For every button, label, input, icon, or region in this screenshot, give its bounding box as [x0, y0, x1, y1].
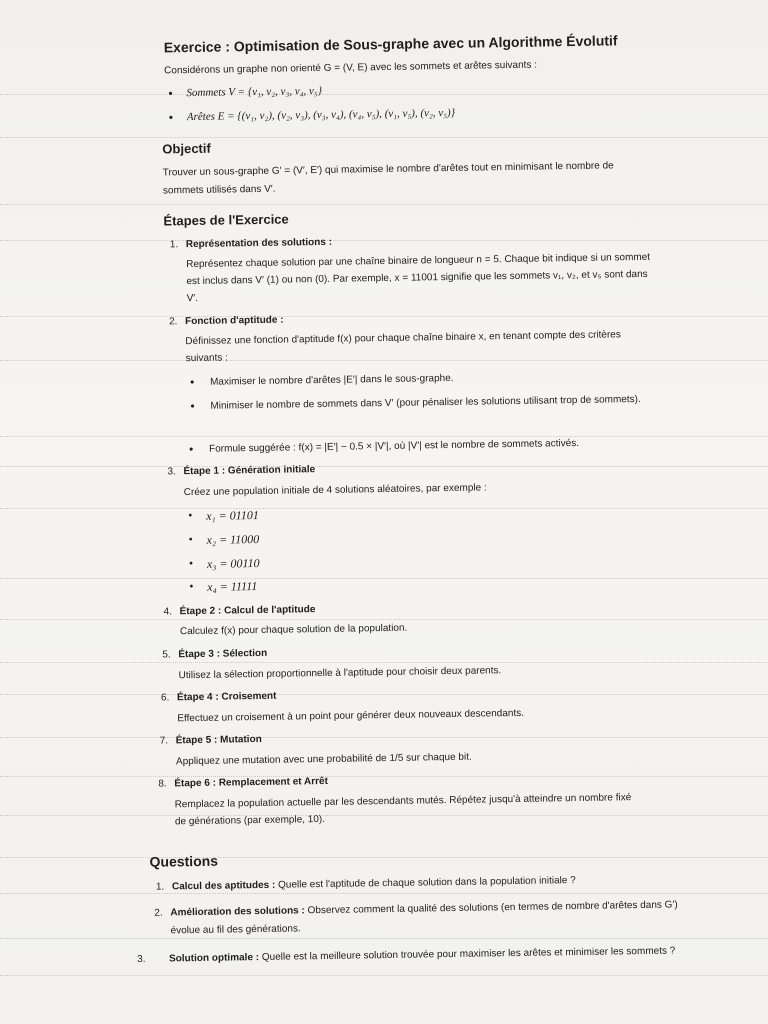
step-7-number: 7. — [159, 735, 169, 747]
objective-text: Trouver un sous-graphe G′ = (V′, E′) qui maximise le nombre d'arêtes tout en minimisant le nombre de sommets utilisés dans V′. — [162, 160, 614, 197]
question-3 — [137, 942, 679, 968]
step-3-number: 3. — [167, 466, 176, 478]
intro-text: Considérons un graphe non orienté G = (V, E) avec les sommets et arêtes suivants : — [164, 59, 538, 77]
question-2 — [154, 896, 681, 940]
step-1-number: 1. — [169, 239, 179, 251]
step-4-title-text: Étape 2 : Calcul de l'aptitude — [179, 604, 316, 618]
step-3-text: Créez une population initiale de 4 solutions aléatoires, par exemple : — [183, 482, 487, 499]
question-2-text: Observez comment la qualité des solutions (en termes de nombre d'arêtes dans G′) évolue au fil des générations. — [170, 899, 678, 937]
page-title: Exercice : Optimisation de Sous-graphe avec un Algorithme Évolutif — [163, 32, 618, 56]
step-8-title — [158, 776, 328, 790]
step-2-title — [169, 315, 284, 328]
step-5-title — [162, 648, 267, 661]
step-5-text: Utilisez la sélection proportionnelle à l'aptitude pour choisir deux parents. — [178, 665, 502, 682]
step-5-title-text: Étape 3 : Sélection — [178, 647, 268, 661]
population-x1: • x₁ = 01101 — [188, 508, 259, 524]
question-2-title: Amélioration des solutions : — [170, 905, 305, 919]
step-3-title — [167, 464, 315, 477]
steps-heading: Étapes de l'Exercice — [163, 211, 289, 229]
question-1-number: 1. — [155, 881, 165, 893]
question-3-number: 3. — [137, 953, 146, 965]
question-1-text: Quelle est l'aptitude de chaque solution dans la population initiale ? — [275, 875, 576, 891]
step-7-text: Appliquez une mutation avec une probabilité de 1/5 sur chaque bit. — [175, 751, 472, 768]
vertices-text: Sommets V = {v₁, v₂, v₃, v₄, v₅} — [186, 84, 323, 100]
question-2-number: 2. — [154, 907, 163, 919]
questions-heading: Questions — [149, 852, 219, 870]
population-x3: • x₃ = 00110 — [189, 556, 260, 572]
population-x2: • x₂ = 11000 — [188, 532, 259, 548]
step-2-bullet-2: • Minimiser le nombre de sommets dans V′ (pour pénaliser les solutions utilisant trop de sommets). — [190, 391, 650, 415]
population-x4: • x₄ = 11111 — [189, 579, 257, 595]
step-2-bullet-3: • Formule suggérée : f(x) = |E′| − 0.5 × |V′|, où |V′| est le nombre de sommets activés. — [189, 434, 669, 459]
step-8-title-text: Étape 6 : Remplacement et Arrêt — [174, 775, 328, 790]
question-1-title: Calcul des aptitudes : — [171, 879, 276, 893]
question-3-text: Quelle est la meilleure solution trouvée pour maximiser les arêtes et minimiser les sommets ? — [258, 945, 676, 964]
step-7-title-text: Étape 5 : Mutation — [175, 733, 262, 747]
step-4-number: 4. — [163, 606, 173, 618]
edges-text: Arêtes E = {(v₁, v₂), (v₂, v₃), (v₃, v₄), (v₄, v₅), (v₁, v₅), (v₂, v₅)} — [186, 106, 456, 124]
step-6-number: 6. — [160, 692, 170, 704]
step-1-text: Représentez chaque solution par une chaîne binaire de longueur n = 5. Chaque bit indique si un sommet est inclus dans V′ (1) ou non (0). Par exemple, x = 11001 signifie que les sommets v₁, v₂, et v₅ sont dans V′. — [186, 251, 651, 305]
step-8-text: Remplacez la population actuelle par les descendants mutés. Répétez jusqu'à atteindre un nombre fixé de générations (par exemple, 10). — [174, 792, 632, 828]
step-4-title — [164, 604, 316, 617]
step-4-text: Calculez f(x) pour chaque solution de la population. — [179, 622, 408, 638]
step-8-number: 8. — [158, 778, 167, 790]
step-2-title-text: Fonction d'aptitude : — [184, 314, 284, 328]
graph-definition-list — [168, 83, 455, 135]
step-6-title — [161, 691, 277, 704]
question-3-title: Solution optimale : — [168, 952, 260, 965]
step-1-title — [170, 237, 332, 251]
step-6-text: Effectuez un croisement à un point pour générer deux nouveaux descendants. — [177, 707, 525, 725]
step-1-title-text: Représentation des solutions : — [185, 236, 333, 251]
objective-heading: Objectif — [162, 140, 211, 157]
step-2-text: Définissez une fonction d'aptitude f(x) pour chaque chaîne binaire x, en tenant compte des critères suivants : — [185, 329, 621, 365]
step-5-number: 5. — [162, 649, 171, 661]
edges-item — [169, 107, 456, 135]
step-2-number: 2. — [168, 316, 178, 328]
step-7-title — [160, 734, 262, 747]
step-3-title-text: Étape 1 : Génération initiale — [183, 464, 316, 478]
step-6-title-text: Étape 4 : Croisement — [176, 690, 277, 704]
step-2-bullet-1: • Maximiser le nombre d'arêtes |E′| dans le sous-graphe. — [190, 367, 640, 391]
